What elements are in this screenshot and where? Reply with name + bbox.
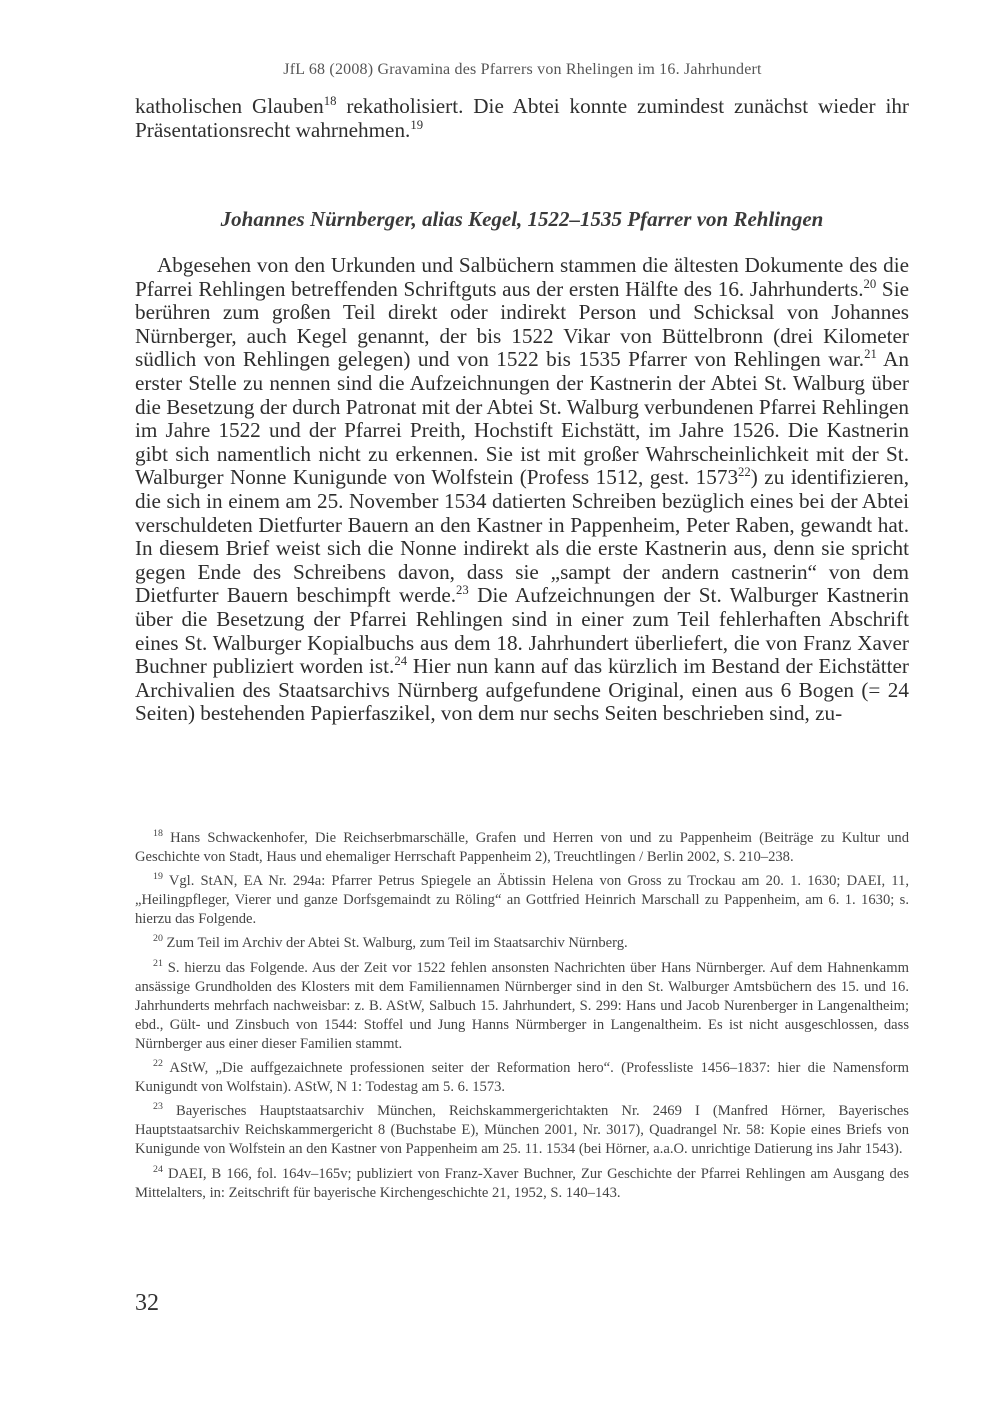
footnotes — [135, 829, 909, 1208]
body-paragraph — [135, 254, 909, 726]
footnote-ref[interactable]: 24 — [394, 654, 408, 669]
running-head: JfL 68 (2008) Gravamina des Pfarrers von Rhelingen im 16. Jahrhundert — [283, 61, 762, 78]
footnote — [135, 1165, 909, 1203]
text-run: Die Aufzeichnungen der St. Walburger Kastnerin über die Besetzung der Pfarrei Rehlingen sind in einer zum Teil fehlerhaften Abschrift eines St. Walburger Kopialbuchs aus dem 18. Jahrhundert überliefert, die von Franz Xaver Buchner publiziert worden ist. — [135, 583, 909, 679]
page-number: 32 — [135, 1290, 159, 1316]
footnote — [135, 934, 909, 953]
text-run: Sie berühren zum großen Teil direkt oder indirekt Person und Schicksal von Johannes Nürnberger, auch Kegel genannt, der bis 1522 Vikar von Büttelbronn (drei Kilometer südlich von Rehlingen gelegen) und von 1522 bis 1535 Pfarrer von Rehlingen war. — [135, 276, 909, 372]
text-run: Abgesehen von den Urkunden und Salbüchern stammen die ältesten Dokumente des die Pfarrei Rehlingen betreffenden Schriftguts aus der ersten Hälfte des 16. Jahrhunderts. — [135, 253, 909, 301]
section-heading: Johannes Nürnberger, alias Kegel, 1522–1535 Pfarrer von Rehlingen — [220, 207, 824, 231]
footnote-number: 19 — [153, 871, 163, 883]
footnote-text: S. hierzu das Folgende. Aus der Zeit vor 1522 fehlen ansonsten Nachrichten über Hans Nürnberger. Auf dem Hahnenkamm ansässige Grundholden des Klosters mit dem Familiennamen Nürnberger sind in den St. Walburger Amtsbüchern des 15. und 16. Jahrhunderts mehrfach nachweisbar: z. B. AStW, Salbuch 15. Jahrhundert, S. 299: Hans und Jacob Nurenberger in Langenaltheim; ebd., Gült- und Zinsbuch von 1544: Stoffel und Jung Hanns Nürmberger in Langenaltheim. Es ist nicht ausgeschlossen, dass Nürnberger aus einer dieser Familien stammt. — [135, 959, 909, 1052]
footnote-number: 18 — [153, 827, 163, 839]
footnote-ref[interactable]: 19 — [410, 117, 424, 132]
footnote-number: 22 — [153, 1057, 163, 1069]
text-run: ) zu identifizieren, die sich in einem am 25. November 1534 datierten Schreiben bezüglich eines bei der Abtei verschuldeten Dietfurter Bauern an den Kastner in Pappenheim, Peter Raben, gewandt hat. In diesem Brief weist sich die Nonne indirekt als die erste Kastnerin aus, denn sie spricht gegen Ende des Schreibens davon, dass sie „sampt der andern castnerin“ von dem Dietfurter Bauern beschimpft werde. — [135, 465, 909, 608]
text-run: An erster Stelle zu nennen sind die Aufzeichnungen der Kastnerin der Abtei St. Walburg über die Besetzung der durch Patronat mit der Abtei St. Walburg verbundenen Pfarrei Rehlingen im Jahre 1522 und der Pfarrei Preith, Hochstift Eichstätt, im Jahre 1526. Die Kastnerin gibt sich namentlich nicht zu erkennen. Sie ist mit großer Wahrscheinlichkeit mit der St. Walburger Nonne Kunigunde von Wolfstein (Profess 1512, gest. 1573 — [135, 347, 909, 490]
footnote-ref[interactable]: 20 — [863, 276, 877, 291]
footnote — [135, 959, 909, 1054]
footnote-ref[interactable]: 21 — [864, 347, 877, 362]
footnote — [135, 829, 909, 867]
footnote-number: 24 — [153, 1163, 163, 1175]
text-run: katholischen Glauben — [135, 94, 324, 118]
footnote — [135, 1102, 909, 1159]
footnote-text: AStW, „Die auffgezaichnete professionen seiter der Reformation hero“. (Professliste 1456–1837: hier die Namensform Kunigundt von Wolfstain). AStW, N 1: Todestag am 5. 6. 1573. — [135, 1060, 909, 1096]
footnote — [135, 872, 909, 929]
footnote-text: Bayerisches Hauptstaatsarchiv München, Reichskammergerichtakten Nr. 2469 I (Manfred Hörner, Bayerisches Hauptstaatsarchiv Reichskammergericht 8 (Buchstabe E), München 2001, Nr. 3017), Quadrangel Nr. 58: Kopie eines Briefs von Kunigunde von Wolfstein an den Kastner von Pappenheim am 25. 11. 1534 (bei Hörner, a.a.O. unrichtige Datierung ins Jahr 1543). — [135, 1103, 909, 1158]
footnote-text: Hans Schwackenhofer, Die Reichserbmarschälle, Grafen und Herren von und zu Pappenheim (Beiträge zu Kultur und Geschichte von Stadt, Haus und ehemaliger Herrschaft Pappenheim 2), Treuchtlingen / Berlin 2002, S. 210–238. — [135, 830, 909, 866]
footnote-number: 21 — [153, 957, 163, 969]
footnote-ref[interactable]: 18 — [323, 94, 337, 109]
footnote-text: DAEI, B 166, fol. 164v–165v; publiziert von Franz-Xaver Buchner, Zur Geschichte der Pfarrei Rehlingen am Ausgang des Mittelalters, in: Zeitschrift für bayerische Kirchengeschichte 21, 1952, S. 140–143. — [135, 1165, 909, 1201]
footnote-ref[interactable]: 23 — [456, 583, 469, 598]
text-run: rekatholisiert. Die Abtei konnte zumindest zunächst wieder ihr Präsentationsrecht wahrnehmen. — [135, 94, 909, 142]
footnote-number: 20 — [153, 933, 163, 945]
footnote-number: 23 — [153, 1101, 163, 1113]
text-run: Hier nun kann auf das kürzlich im Bestand der Eichstätter Archivalien des Staatsarchivs Nürnberg aufgefundene Original, einen aus 6 Bogen (= 24 Seiten) bestehenden Papierfaszikel, von dem nur sechs Seiten beschrieben sind, zu- — [135, 654, 909, 726]
footnote — [135, 1059, 909, 1097]
footnote-text: Zum Teil im Archiv der Abtei St. Walburg, zum Teil im Staatsarchiv Nürnberg. — [162, 935, 628, 952]
footnote-ref[interactable]: 22 — [738, 465, 751, 480]
footnote-text: Vgl. StAN, EA Nr. 294a: Pfarrer Petrus Spiegele an Äbtissin Helena von Gross zu Trockau am 20. 1. 1630; DAEI, 11, „Heilingpfleger, Vierer und ganze Dorfsgemaindt zu Röling“ an Gottfried Heinrich Marschall zu Pappenheim, am 6. 1. 1630; s. hierzu das Folgende. — [135, 873, 909, 928]
body-paragraph-continuation — [135, 95, 909, 142]
